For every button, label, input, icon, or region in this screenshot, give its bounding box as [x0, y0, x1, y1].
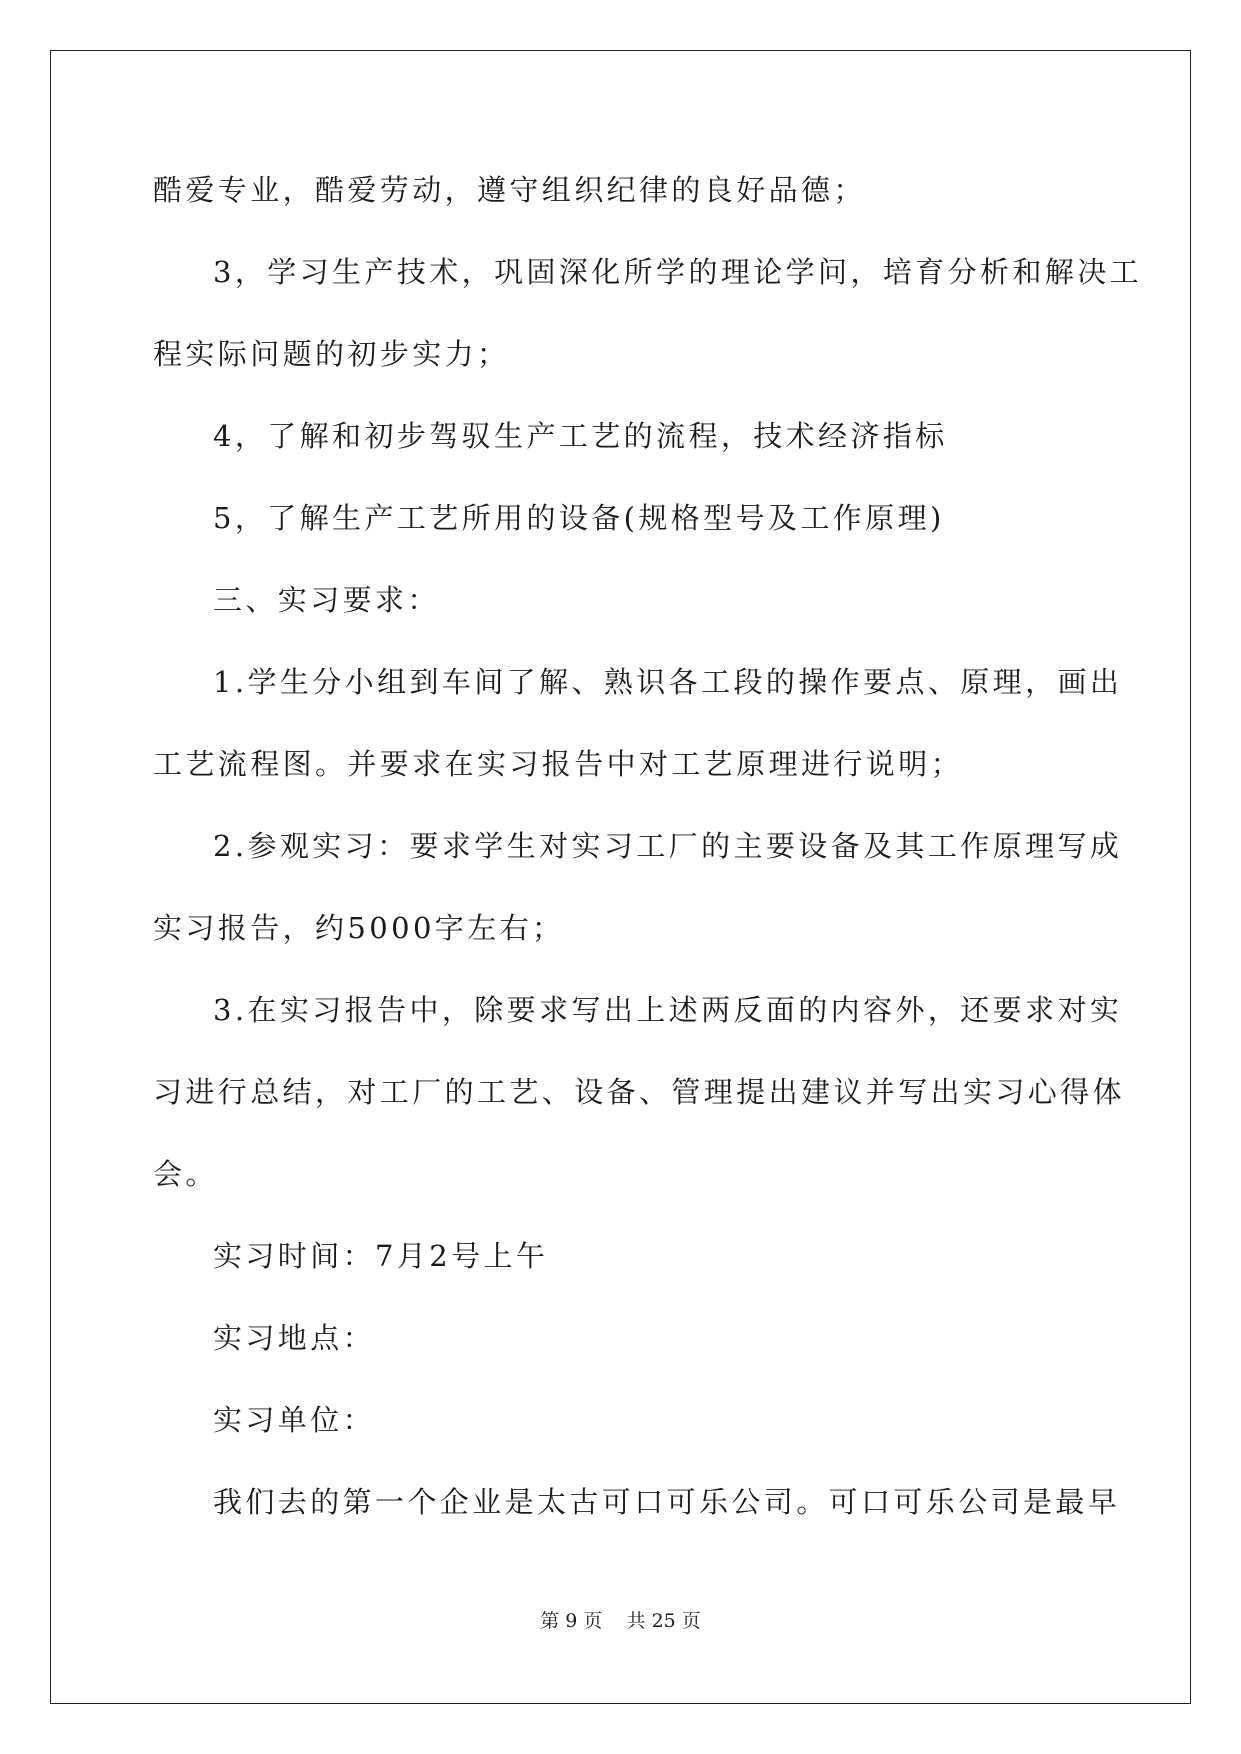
page-border	[50, 50, 1191, 1704]
text-line: 3，学习生产技术，巩固深化所学的理论学问，培育分析和解决工	[213, 255, 1143, 289]
text-line: 习进行总结，对工厂的工艺、设备、管理提出建议并写出实习心得体	[153, 1075, 1126, 1109]
text-line: 实习地点：	[213, 1321, 376, 1355]
text-line: 会。	[153, 1157, 218, 1191]
section-heading: 三、实习要求：	[213, 583, 440, 617]
page-number-footer: 第 9 页 共 25 页	[540, 1610, 701, 1632]
text-line: 1.学生分小组到车间了解、熟识各工段的操作要点、原理，画出	[213, 665, 1123, 699]
text-line: 酷爱专业，酷爱劳动，遵守组织纪律的良好品德；	[153, 173, 866, 207]
text-line: 实习单位：	[213, 1403, 376, 1437]
text-line: 实习时间：7月2号上午	[213, 1239, 549, 1273]
text-line: 3.在实习报告中，除要求写出上述两反面的内容外，还要求对实	[213, 993, 1123, 1027]
text-line: 我们去的第一个企业是太古可口可乐公司。可口可乐公司是最早	[213, 1485, 1121, 1519]
text-line: 工艺流程图。并要求在实习报告中对工艺原理进行说明；	[153, 747, 964, 781]
text-line: 2.参观实习：要求学生对实习工厂的主要设备及其工作原理写成	[213, 829, 1123, 863]
text-line: 5，了解生产工艺所用的设备(规格型号及工作原理)	[213, 501, 945, 535]
text-line: 实习报告，约5000字左右；	[153, 911, 565, 945]
text-line: 程实际问题的初步实力；	[153, 337, 510, 371]
text-line: 4，了解和初步驾驭生产工艺的流程，技术经济指标	[213, 419, 948, 453]
